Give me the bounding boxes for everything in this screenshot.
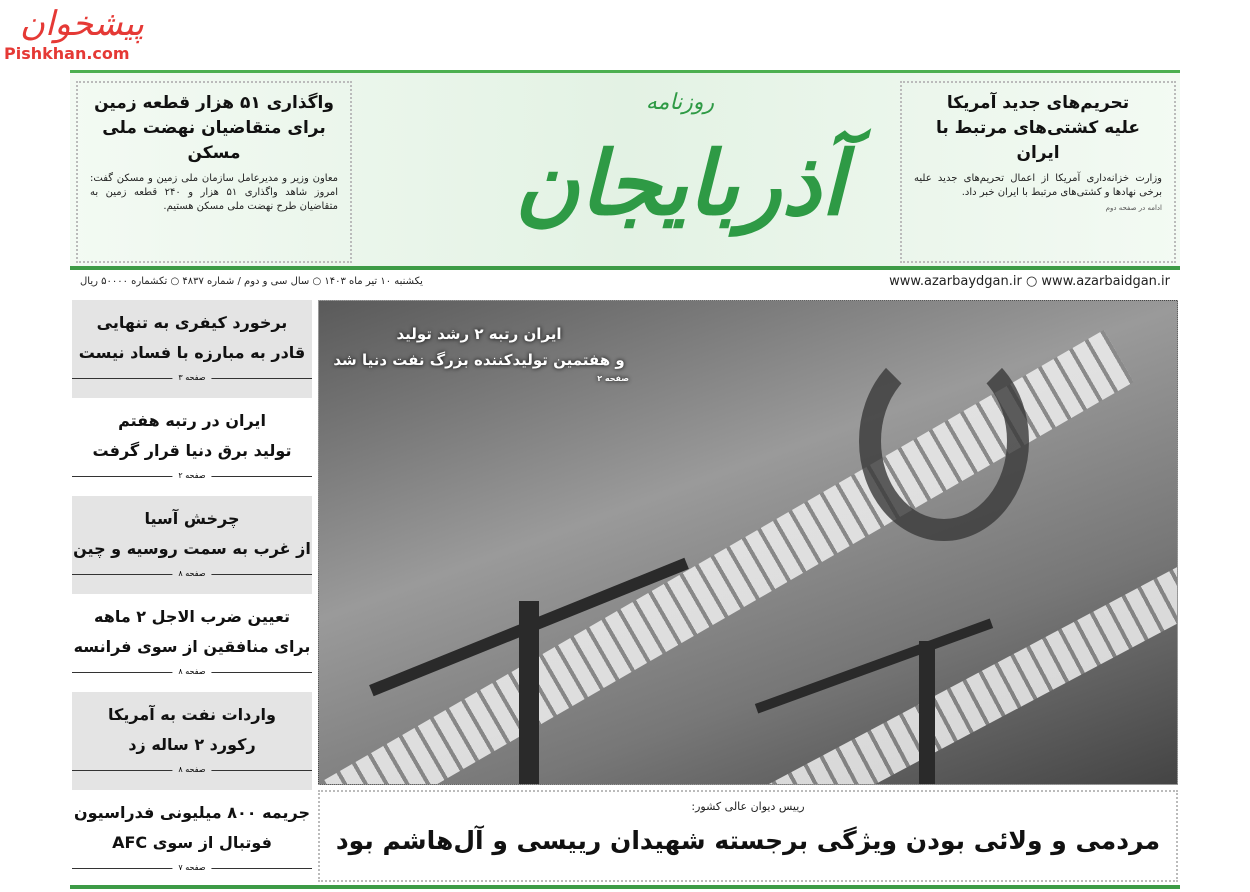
summary: وزارت خزانه‌داری آمریکا از اعمال تحریم‌های جدید علیه برخی نهادها و کشتی‌های مرتبط با ایران خبر داد. bbox=[914, 173, 1162, 198]
headline: جریمه ۸۰۰ میلیونی فدراسیون bbox=[73, 803, 311, 822]
pishkhan-watermark bbox=[4, 4, 184, 64]
lead-story-sanctions[interactable] bbox=[900, 81, 1176, 263]
watermark-en: Pishkhan.com bbox=[4, 44, 130, 63]
headline: برای متقاضیان نهضت ملی مسکن bbox=[102, 118, 326, 163]
headline: تولید برق دنیا قرار گرفت bbox=[92, 441, 292, 460]
page-ref: صفحه ۷ bbox=[172, 862, 211, 874]
page-ref-divider bbox=[72, 765, 312, 780]
pumpjack-post bbox=[919, 641, 935, 785]
page-ref-divider bbox=[72, 569, 312, 584]
photo-headline bbox=[329, 321, 629, 385]
headline: تعیین ضرب الاجل ۲ ماهه bbox=[94, 607, 290, 626]
page-ref: صفحه ۳ bbox=[172, 372, 211, 384]
page-ref: صفحه ۲ bbox=[597, 374, 629, 383]
sidebar-story[interactable] bbox=[72, 594, 312, 692]
main-story[interactable] bbox=[318, 790, 1178, 882]
page-ref: صفحه ۲ bbox=[172, 470, 211, 482]
headline: و هفتمین تولیدکننده بزرگ نفت دنیا شد bbox=[333, 351, 625, 369]
headline: واردات نفت به آمریکا bbox=[108, 705, 276, 724]
headline: برخورد کیفری به تنهایی bbox=[96, 313, 288, 332]
headline: برای منافقین از سوی فرانسه bbox=[73, 637, 311, 656]
page-ref: صفحه ۸ bbox=[172, 764, 211, 776]
watermark-fa: پیشخوان bbox=[20, 4, 144, 44]
info-bar bbox=[70, 274, 1180, 292]
sidebar-story[interactable] bbox=[72, 692, 312, 790]
continued-note: ادامه در صفحه دوم bbox=[1105, 204, 1162, 212]
newspaper-logo bbox=[490, 73, 870, 263]
website-links[interactable]: www.azarbaydgan.ir ○ www.azarbaidgan.ir bbox=[889, 274, 1170, 289]
headline: واگذاری ۵۱ هزار قطعه زمین bbox=[94, 93, 334, 113]
page-ref-divider bbox=[72, 667, 312, 682]
sidebar-story[interactable] bbox=[72, 790, 312, 888]
page-ref-divider bbox=[72, 863, 312, 878]
headline: از غرب به سمت روسیه و چین bbox=[73, 539, 311, 558]
page-ref-divider bbox=[72, 471, 312, 486]
logo-title: آذربایجان bbox=[514, 131, 846, 235]
headline: ایران در رتبه هفتم bbox=[118, 411, 266, 430]
headline: علیه کشتی‌های مرتبط با ایران bbox=[935, 118, 1141, 163]
lead-story-land-allocation[interactable] bbox=[76, 81, 352, 263]
sidebar-story[interactable] bbox=[72, 496, 312, 594]
headline: فوتبال از سوی AFC bbox=[112, 833, 272, 852]
page-ref: صفحه ۸ bbox=[172, 666, 211, 678]
headline: قادر به مبارزه با فساد نیست bbox=[78, 343, 306, 362]
headline: رکورد ۲ ساله زد bbox=[128, 735, 256, 754]
page-ref-divider bbox=[72, 373, 312, 388]
sidebar-story[interactable] bbox=[72, 300, 312, 398]
headline: تحریم‌های جدید آمریکا bbox=[946, 93, 1130, 113]
headline: چرخش آسیا bbox=[144, 509, 240, 528]
main-headline: مردمی و ولائی بودن ویژگی برجسته شهیدان رییسی و آل‌هاشم بود bbox=[335, 826, 1161, 855]
kicker: رییس دیوان عالی کشور: bbox=[691, 800, 805, 813]
sidebar-headlines bbox=[72, 300, 312, 888]
page-ref: صفحه ۸ bbox=[172, 568, 211, 580]
logo-subtitle: روزنامه bbox=[645, 90, 715, 115]
sidebar-story[interactable] bbox=[72, 398, 312, 496]
summary: معاون وزیر و مدیرعامل سازمان ملی زمین و مسکن گفت: امروز شاهد واگذاری ۵۱ هزار و ۲۴۰ قطعه زمین به متقاضیان طرح نهضت ملی مسکن هستیم. bbox=[90, 173, 338, 212]
issue-date-line: یکشنبه ۱۰ تیر ماه ۱۴۰۳ ○ سال سی و دوم / شماره ۴۸۳۷ ○ تکشماره ۵۰۰۰۰ ریال bbox=[80, 276, 423, 287]
iran-emblem-graphic bbox=[859, 341, 1029, 541]
footer-divider bbox=[70, 885, 1180, 889]
masthead bbox=[70, 70, 1180, 270]
pumpjack-post bbox=[519, 601, 539, 785]
oil-pumpjacks-photo[interactable] bbox=[318, 300, 1178, 785]
headline: ایران رتبه ۲ رشد تولید bbox=[396, 325, 562, 343]
